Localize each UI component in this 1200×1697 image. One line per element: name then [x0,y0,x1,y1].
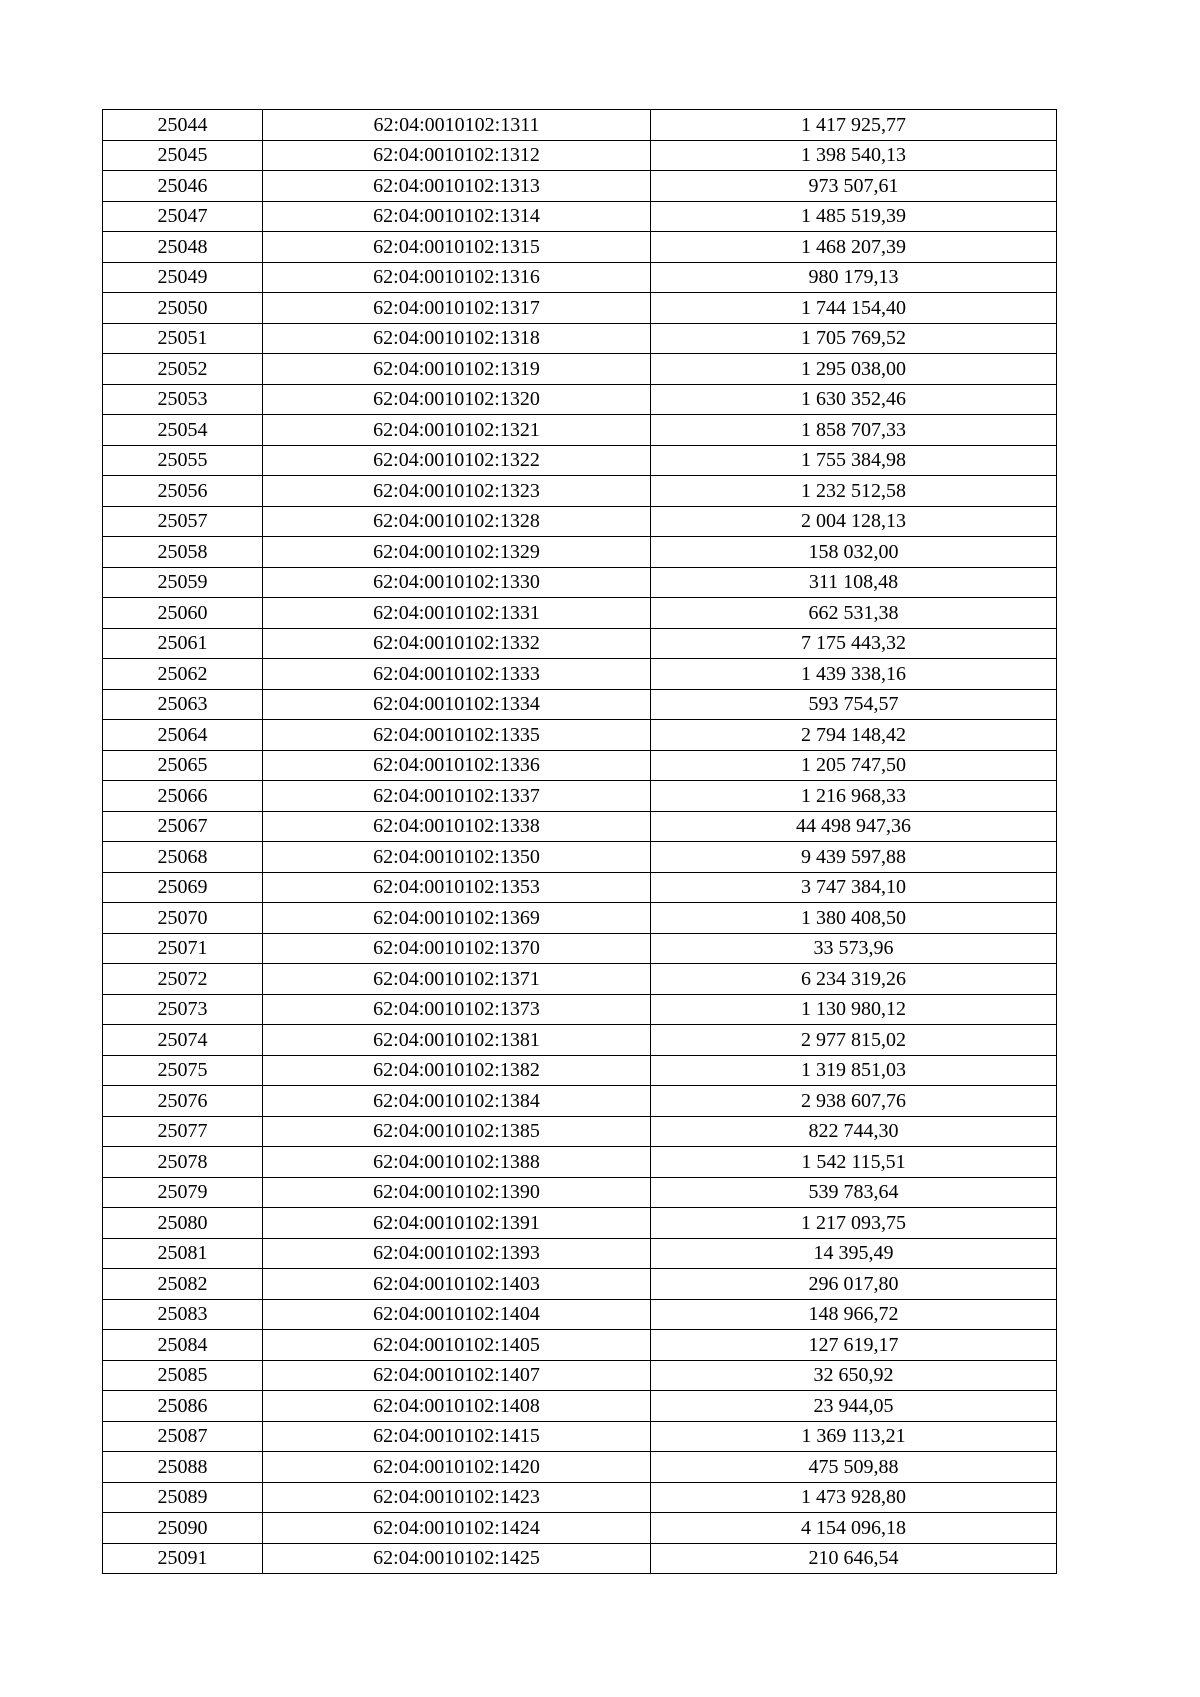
cadastral-number-cell: 62:04:0010102:1315 [263,232,651,263]
cadastral-number-cell: 62:04:0010102:1321 [263,415,651,446]
cadastral-number-cell: 62:04:0010102:1425 [263,1543,651,1574]
cadastral-number-cell: 62:04:0010102:1331 [263,598,651,629]
row-number-cell: 25055 [103,445,263,476]
table-row [103,1452,1057,1483]
table-row [103,811,1057,842]
row-number-cell: 25049 [103,262,263,293]
cadastral-value-cell: 210 646,54 [651,1543,1057,1574]
cadastral-value-cell: 33 573,96 [651,933,1057,964]
row-number-cell: 25044 [103,110,263,141]
cadastral-value-cell: 2 004 128,13 [651,506,1057,537]
cadastral-number-cell: 62:04:0010102:1318 [263,323,651,354]
cadastral-number-cell: 62:04:0010102:1333 [263,659,651,690]
cadastral-number-cell: 62:04:0010102:1405 [263,1330,651,1361]
table-row [103,659,1057,690]
cadastral-number-cell: 62:04:0010102:1322 [263,445,651,476]
cadastral-value-cell: 1 630 352,46 [651,384,1057,415]
cadastral-value-cell: 44 498 947,36 [651,811,1057,842]
cadastral-value-cell: 311 108,48 [651,567,1057,598]
table-row [103,110,1057,141]
cadastral-value-cell: 475 509,88 [651,1452,1057,1483]
table-row [103,1025,1057,1056]
table-row [103,415,1057,446]
cadastral-value-cell: 7 175 443,32 [651,628,1057,659]
table-row [103,232,1057,263]
cadastral-number-cell: 62:04:0010102:1312 [263,140,651,171]
cadastral-number-cell: 62:04:0010102:1329 [263,537,651,568]
table-row [103,354,1057,385]
cadastral-number-cell: 62:04:0010102:1353 [263,872,651,903]
table-row [103,1177,1057,1208]
table-row [103,201,1057,232]
cadastral-number-cell: 62:04:0010102:1323 [263,476,651,507]
cadastral-value-cell: 1 398 540,13 [651,140,1057,171]
row-number-cell: 25052 [103,354,263,385]
row-number-cell: 25081 [103,1238,263,1269]
cadastral-value-cell: 1 439 338,16 [651,659,1057,690]
cadastral-number-cell: 62:04:0010102:1420 [263,1452,651,1483]
cadastral-value-cell: 1 295 038,00 [651,354,1057,385]
row-number-cell: 25051 [103,323,263,354]
cadastral-number-cell: 62:04:0010102:1316 [263,262,651,293]
table-row [103,1086,1057,1117]
row-number-cell: 25089 [103,1482,263,1513]
cadastral-value-cell: 1 319 851,03 [651,1055,1057,1086]
row-number-cell: 25085 [103,1360,263,1391]
cadastral-value-cell: 662 531,38 [651,598,1057,629]
cadastral-value-cell: 1 485 519,39 [651,201,1057,232]
table-row [103,1421,1057,1452]
row-number-cell: 25074 [103,1025,263,1056]
row-number-cell: 25071 [103,933,263,964]
table-row [103,384,1057,415]
cadastral-number-cell: 62:04:0010102:1330 [263,567,651,598]
table-row [103,994,1057,1025]
table-row [103,323,1057,354]
cadastral-value-cell: 23 944,05 [651,1391,1057,1422]
cadastral-number-cell: 62:04:0010102:1317 [263,293,651,324]
cadastral-value-cell: 9 439 597,88 [651,842,1057,873]
cadastral-number-cell: 62:04:0010102:1408 [263,1391,651,1422]
table-row [103,1208,1057,1239]
row-number-cell: 25073 [103,994,263,1025]
cadastral-value-cell: 1 705 769,52 [651,323,1057,354]
cadastral-value-cell: 127 619,17 [651,1330,1057,1361]
table-row [103,842,1057,873]
row-number-cell: 25069 [103,872,263,903]
table-row [103,1513,1057,1544]
table-row [103,476,1057,507]
cadastral-number-cell: 62:04:0010102:1313 [263,171,651,202]
cadastral-value-cell: 593 754,57 [651,689,1057,720]
cadastral-value-cell: 1 858 707,33 [651,415,1057,446]
cadastral-value-cell: 14 395,49 [651,1238,1057,1269]
cadastral-value-cell: 1 217 093,75 [651,1208,1057,1239]
cadastral-number-cell: 62:04:0010102:1385 [263,1116,651,1147]
row-number-cell: 25083 [103,1299,263,1330]
cadastral-number-cell: 62:04:0010102:1424 [263,1513,651,1544]
cadastral-value-cell: 296 017,80 [651,1269,1057,1300]
table-row [103,689,1057,720]
table-row [103,1391,1057,1422]
row-number-cell: 25075 [103,1055,263,1086]
row-number-cell: 25046 [103,171,263,202]
row-number-cell: 25072 [103,964,263,995]
row-number-cell: 25062 [103,659,263,690]
row-number-cell: 25068 [103,842,263,873]
table-row [103,537,1057,568]
row-number-cell: 25079 [103,1177,263,1208]
cadastral-value-cell: 3 747 384,10 [651,872,1057,903]
table-row [103,628,1057,659]
cadastral-value-cell: 1 468 207,39 [651,232,1057,263]
table-body [103,110,1057,1574]
row-number-cell: 25084 [103,1330,263,1361]
cadastral-value-cell: 1 216 968,33 [651,781,1057,812]
cadastral-number-cell: 62:04:0010102:1328 [263,506,651,537]
table-row [103,781,1057,812]
table-row [103,567,1057,598]
cadastral-number-cell: 62:04:0010102:1382 [263,1055,651,1086]
cadastral-value-cell: 2 794 148,42 [651,720,1057,751]
table-row [103,1238,1057,1269]
cadastral-value-cell: 539 783,64 [651,1177,1057,1208]
cadastral-value-cell: 1 744 154,40 [651,293,1057,324]
table-row [103,1055,1057,1086]
cadastral-value-cell: 4 154 096,18 [651,1513,1057,1544]
cadastral-value-cell: 1 232 512,58 [651,476,1057,507]
row-number-cell: 25053 [103,384,263,415]
cadastral-value-cell: 980 179,13 [651,262,1057,293]
table-row [103,933,1057,964]
table-row [103,171,1057,202]
row-number-cell: 25082 [103,1269,263,1300]
cadastral-value-table [102,109,1057,1574]
row-number-cell: 25066 [103,781,263,812]
table-row [103,1147,1057,1178]
cadastral-value-cell: 6 234 319,26 [651,964,1057,995]
table-row [103,1116,1057,1147]
table-row [103,1269,1057,1300]
table-row [103,1543,1057,1574]
cadastral-number-cell: 62:04:0010102:1336 [263,750,651,781]
cadastral-number-cell: 62:04:0010102:1332 [263,628,651,659]
cadastral-value-cell: 32 650,92 [651,1360,1057,1391]
table-row [103,964,1057,995]
row-number-cell: 25056 [103,476,263,507]
table-row [103,445,1057,476]
cadastral-number-cell: 62:04:0010102:1320 [263,384,651,415]
cadastral-number-cell: 62:04:0010102:1384 [263,1086,651,1117]
row-number-cell: 25058 [103,537,263,568]
row-number-cell: 25070 [103,903,263,934]
row-number-cell: 25054 [103,415,263,446]
cadastral-value-cell: 2 938 607,76 [651,1086,1057,1117]
cadastral-value-cell: 1 369 113,21 [651,1421,1057,1452]
cadastral-number-cell: 62:04:0010102:1404 [263,1299,651,1330]
cadastral-number-cell: 62:04:0010102:1371 [263,964,651,995]
row-number-cell: 25087 [103,1421,263,1452]
row-number-cell: 25059 [103,567,263,598]
cadastral-number-cell: 62:04:0010102:1338 [263,811,651,842]
row-number-cell: 25047 [103,201,263,232]
row-number-cell: 25078 [103,1147,263,1178]
row-number-cell: 25065 [103,750,263,781]
row-number-cell: 25090 [103,1513,263,1544]
cadastral-number-cell: 62:04:0010102:1319 [263,354,651,385]
cadastral-number-cell: 62:04:0010102:1381 [263,1025,651,1056]
table-row [103,872,1057,903]
cadastral-value-cell: 973 507,61 [651,171,1057,202]
cadastral-number-cell: 62:04:0010102:1390 [263,1177,651,1208]
cadastral-number-cell: 62:04:0010102:1407 [263,1360,651,1391]
row-number-cell: 25080 [103,1208,263,1239]
table-row [103,293,1057,324]
cadastral-value-cell: 148 966,72 [651,1299,1057,1330]
cadastral-value-cell: 1 417 925,77 [651,110,1057,141]
table-row [103,750,1057,781]
cadastral-value-cell: 1 380 408,50 [651,903,1057,934]
row-number-cell: 25063 [103,689,263,720]
cadastral-number-cell: 62:04:0010102:1373 [263,994,651,1025]
table-row [103,1330,1057,1361]
row-number-cell: 25064 [103,720,263,751]
cadastral-value-cell: 822 744,30 [651,1116,1057,1147]
cadastral-number-cell: 62:04:0010102:1403 [263,1269,651,1300]
table-row [103,1360,1057,1391]
cadastral-number-cell: 62:04:0010102:1314 [263,201,651,232]
cadastral-number-cell: 62:04:0010102:1350 [263,842,651,873]
cadastral-number-cell: 62:04:0010102:1370 [263,933,651,964]
row-number-cell: 25088 [103,1452,263,1483]
cadastral-value-cell: 2 977 815,02 [651,1025,1057,1056]
row-number-cell: 25086 [103,1391,263,1422]
table-row [103,598,1057,629]
cadastral-value-cell: 1 542 115,51 [651,1147,1057,1178]
cadastral-number-cell: 62:04:0010102:1311 [263,110,651,141]
cadastral-value-cell: 1 205 747,50 [651,750,1057,781]
row-number-cell: 25060 [103,598,263,629]
row-number-cell: 25048 [103,232,263,263]
cadastral-value-cell: 158 032,00 [651,537,1057,568]
cadastral-value-cell: 1 473 928,80 [651,1482,1057,1513]
table-row [103,506,1057,537]
table-row [103,1299,1057,1330]
cadastral-number-cell: 62:04:0010102:1369 [263,903,651,934]
table-row [103,1482,1057,1513]
table-row [103,720,1057,751]
table-row [103,903,1057,934]
cadastral-value-cell: 1 755 384,98 [651,445,1057,476]
cadastral-number-cell: 62:04:0010102:1415 [263,1421,651,1452]
row-number-cell: 25067 [103,811,263,842]
row-number-cell: 25057 [103,506,263,537]
row-number-cell: 25045 [103,140,263,171]
table-row [103,262,1057,293]
cadastral-value-cell: 1 130 980,12 [651,994,1057,1025]
cadastral-number-cell: 62:04:0010102:1423 [263,1482,651,1513]
cadastral-number-cell: 62:04:0010102:1393 [263,1238,651,1269]
row-number-cell: 25050 [103,293,263,324]
row-number-cell: 25077 [103,1116,263,1147]
cadastral-number-cell: 62:04:0010102:1335 [263,720,651,751]
table-row [103,140,1057,171]
row-number-cell: 25061 [103,628,263,659]
cadastral-number-cell: 62:04:0010102:1334 [263,689,651,720]
cadastral-number-cell: 62:04:0010102:1391 [263,1208,651,1239]
cadastral-number-cell: 62:04:0010102:1388 [263,1147,651,1178]
cadastral-number-cell: 62:04:0010102:1337 [263,781,651,812]
row-number-cell: 25076 [103,1086,263,1117]
row-number-cell: 25091 [103,1543,263,1574]
